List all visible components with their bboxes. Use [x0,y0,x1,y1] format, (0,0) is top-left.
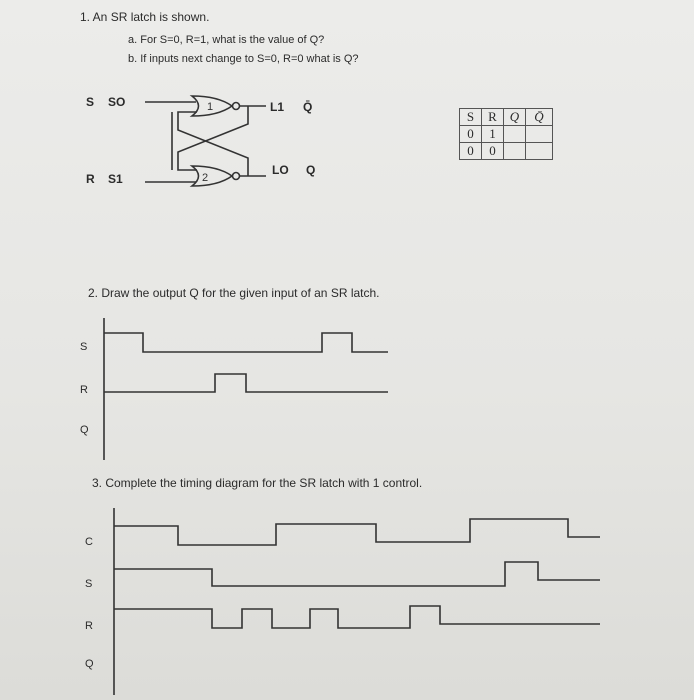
header-qbar: Q̄ [526,109,553,126]
gate-1-number: 1 [207,101,214,113]
cell: 0 [482,143,504,160]
q2-label-s: S [80,341,88,353]
output-l1-label: L1 [270,100,285,114]
q3-label-q: Q [85,658,94,670]
output-lo-label: LO [272,163,289,177]
header-r: R [482,109,504,126]
nor-gate-1-bubble [233,103,240,110]
nor-gate-2 [192,166,232,186]
question-1a: a. For S=0, R=1, what is the value of Q? [128,34,325,46]
input-s-label: S [86,95,95,109]
q2-s-waveform [104,333,388,352]
cell: 1 [482,126,504,143]
question-3-title: 3. Complete the timing diagram for the SR latch with 1 control. [92,476,423,490]
q3-label-s: S [85,578,93,590]
feedback-wire-2 [178,112,248,176]
q3-label-r: R [85,620,93,632]
question-1-title: 1. An SR latch is shown. [80,10,210,24]
cell: 0 [460,126,482,143]
question-1b: b. If inputs next change to S=0, R=0 what is Q? [128,53,359,65]
header-s: S [460,109,482,126]
q3-r-waveform [114,606,600,628]
header-q: Q [504,109,526,126]
nor-gate-2-bubble [233,173,240,180]
output-q-label: Q [306,163,316,177]
q3-timing-diagram [114,508,600,695]
q3-c-waveform [114,519,600,545]
q2-r-waveform [104,374,388,392]
output-qbar-label: Q̄ [303,100,313,114]
cell: 0 [460,143,482,160]
q2-timing-diagram [104,318,388,460]
gate-2-number: 2 [202,172,209,184]
q2-label-q: Q [80,424,89,436]
input-r-label: R [86,172,95,186]
q3-s-waveform [114,562,600,586]
question-2-title: 2. Draw the output Q for the given input of an SR latch. [88,286,380,300]
input-so-label: SO [108,95,126,109]
input-s1-label: S1 [108,172,123,186]
q2-label-r: R [80,384,88,396]
q3-label-c: C [85,536,93,548]
feedback-wire-1 [178,106,248,170]
